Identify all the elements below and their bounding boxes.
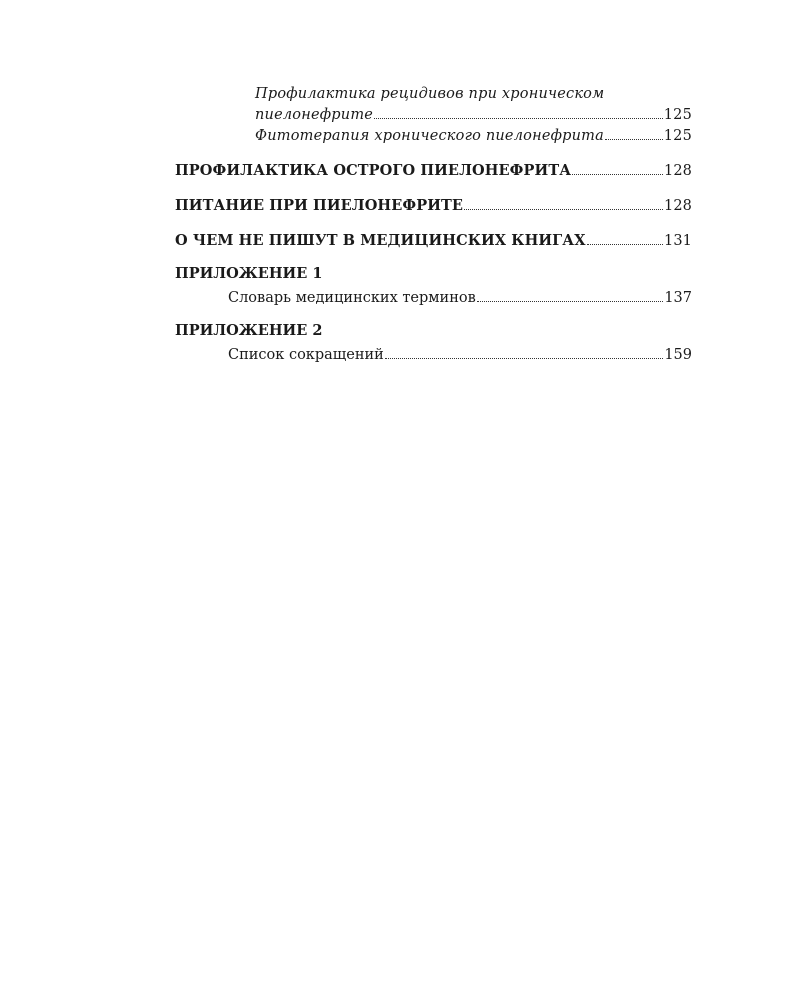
toc-entry-not-written xyxy=(175,230,692,252)
dot-leader xyxy=(587,241,663,245)
toc-entry-title-line1: Профилактика рецидивов при хроническом xyxy=(255,86,605,102)
toc-entry-title: О ЧЕМ НЕ ПИШУТ В МЕДИЦИНСКИХ КНИГАХ xyxy=(175,232,586,249)
toc-entry-chronic-prevention xyxy=(255,84,692,126)
table-of-contents xyxy=(175,84,692,366)
toc-entry-acute-prevention xyxy=(175,160,692,182)
toc-entry-nutrition xyxy=(175,195,692,217)
page-number: 137 xyxy=(664,290,692,306)
dot-leader xyxy=(572,171,663,175)
toc-entry-phytotherapy xyxy=(255,126,692,147)
page-number: 125 xyxy=(663,128,692,144)
toc-entry-title: Словарь медицинских терминов xyxy=(228,290,476,306)
dot-leader xyxy=(385,355,663,359)
page-number: 128 xyxy=(664,163,692,179)
page-number: 131 xyxy=(664,233,692,249)
page-number: 159 xyxy=(664,347,692,363)
dot-leader xyxy=(464,206,663,210)
dot-leader xyxy=(374,115,663,119)
toc-entry-title: Фитотерапия хронического пиелонефрита xyxy=(255,128,604,144)
toc-entry-title: Список сокращений xyxy=(228,347,384,363)
toc-entry-abbreviations xyxy=(228,345,692,366)
toc-entry-title: ПИТАНИЕ ПРИ ПИЕЛОНЕФРИТЕ xyxy=(175,197,464,214)
toc-entry-glossary xyxy=(228,288,692,309)
toc-entry-title-line2: пиелонефрите xyxy=(255,107,374,123)
dot-leader xyxy=(477,298,664,302)
toc-entry-title: ПРОФИЛАКТИКА ОСТРОГО ПИЕЛОНЕФРИТА xyxy=(175,162,572,179)
page-number: 128 xyxy=(664,198,692,214)
page-number: 125 xyxy=(663,107,692,123)
appendix-2-heading: ПРИЛОЖЕНИЕ 2 xyxy=(175,322,323,339)
appendix-1-heading: ПРИЛОЖЕНИЕ 1 xyxy=(175,265,323,282)
dot-leader xyxy=(605,136,663,140)
